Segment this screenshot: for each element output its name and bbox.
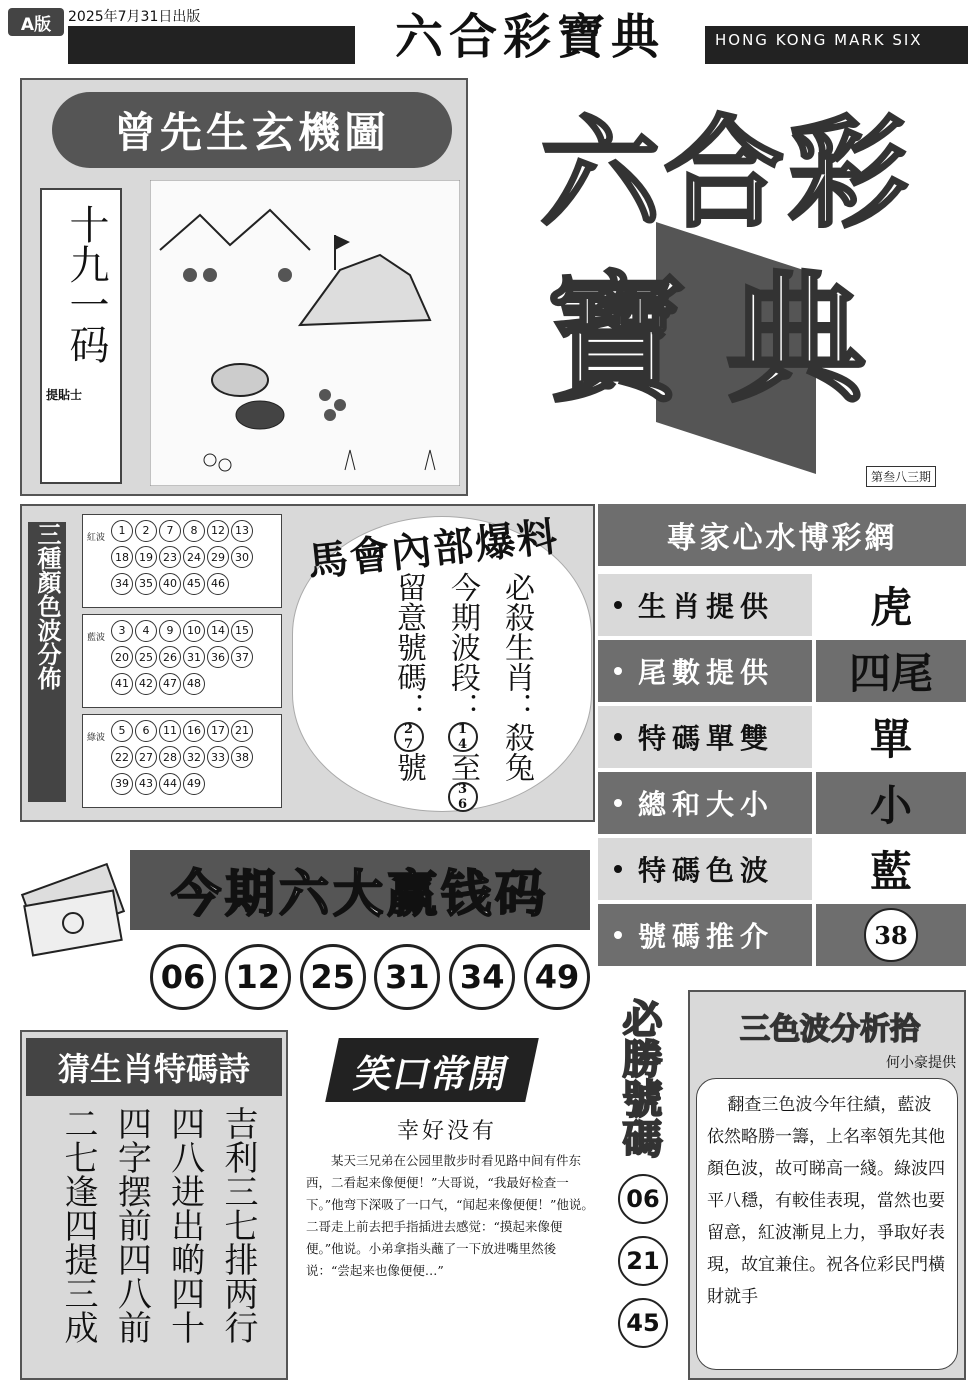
wave-number-ball: 49 — [183, 773, 205, 795]
bullet-icon — [614, 667, 622, 675]
wave-number-ball: 9 — [159, 620, 181, 642]
wave-number-ball: 26 — [159, 646, 181, 668]
must-win-panel — [604, 990, 684, 1380]
expert-row-label: 尾數提供 — [598, 640, 812, 702]
fruit-icon — [319, 389, 331, 401]
tree-icon — [278, 268, 292, 282]
color-wave-panel — [20, 504, 595, 822]
wave-number-ball: 35 — [135, 573, 157, 595]
wave-number-ball: 2 — [135, 520, 157, 542]
expert-row — [598, 706, 966, 768]
bullet-icon — [614, 931, 622, 939]
wave-number-ball: 39 — [111, 773, 133, 795]
wave-number-ball: 38 — [231, 746, 253, 768]
wave-number-ball: 10 — [183, 620, 205, 642]
wave-number-ball: 17 — [207, 720, 229, 742]
win-title: 今期六大赢钱码 — [171, 864, 549, 923]
logo-area — [486, 78, 962, 488]
wave-number-ball: 4 — [135, 620, 157, 642]
expert-row-value: 四尾 — [816, 640, 966, 702]
expert-panel — [598, 504, 966, 966]
expert-row — [598, 574, 966, 636]
zodiac-poem-panel — [20, 1030, 288, 1380]
win-number-ball: 31 — [374, 944, 440, 1010]
win-title-band — [130, 850, 590, 930]
win-number-ball: 34 — [449, 944, 515, 1010]
wave-number-ball: 36 — [207, 646, 229, 668]
wave-number-ball: 7 — [159, 520, 181, 542]
joke-body: 某天三兄弟在公园里散步时看见路中间有件东西，二看起来像便便！”大哥说，“我最好检查一下。”他弯下深吸了一口气，“闻起来像便便！”他说。二哥走上前去把手指插进去感觉：“摸起来像便便。”他说。小弟拿指头蘸了一下放进嘴里然後说：“尝起来也像便便…” — [306, 1153, 594, 1278]
poem-line: 二七逢四提三成 — [58, 1106, 98, 1344]
wave-number-ball: 46 — [207, 573, 229, 595]
analysis-title: 三色波分析拾 — [740, 1012, 920, 1047]
expert-row — [598, 838, 966, 900]
win-numbers-row — [150, 944, 590, 1004]
inside-col-1 — [494, 572, 538, 782]
expert-row-value: 虎 — [816, 574, 966, 636]
wave-number-ball: 11 — [159, 720, 181, 742]
bullet-icon — [614, 865, 622, 873]
wave-number-ball: 48 — [183, 673, 205, 695]
mystery-title-pill — [52, 92, 452, 168]
wave-number-ball: 1 — [111, 520, 133, 542]
expert-row-label: 號碼推介 — [598, 904, 812, 966]
inside-info-title: 馬會內部爆料 — [305, 512, 562, 587]
wave-label: 藍波 — [86, 621, 106, 651]
range-start-ball: 14 — [448, 722, 478, 752]
watch-suffix: 號 — [391, 752, 426, 782]
inside-col-3 — [386, 572, 430, 782]
wave-number-ball: 28 — [159, 746, 181, 768]
color-wave-side-title: 三種顏色波分佈 — [28, 522, 66, 802]
scroll-signature: 提貼士 — [46, 388, 83, 402]
analysis-body: 翻查三色波今年往績，藍波依然略勝一籌，上名率領先其他顏色波，故可睇高一綫。綠波四平八穩，有較佳表現，當然也要留意，紅波漸見上力，爭取好表現，故宜兼住。祝各位彩民門橫財就手 — [707, 1095, 945, 1307]
win-number-ball: 25 — [300, 944, 366, 1010]
expert-row — [598, 904, 966, 966]
rat-icon — [212, 364, 268, 396]
wave-group-green — [82, 714, 282, 808]
must-win-title: 必勝號碼 — [616, 998, 663, 1158]
watch-label: 留意號碼： — [391, 572, 426, 722]
tree-icon — [203, 268, 217, 282]
joke-banner — [325, 1038, 539, 1102]
joke-panel — [292, 1030, 602, 1380]
zodiac-title-band — [26, 1038, 282, 1096]
wave-number-ball: 24 — [183, 546, 205, 568]
publish-date: 2025年7月31日出版 — [68, 9, 201, 25]
wave-number-ball: 15 — [231, 620, 253, 642]
wave-number-ball: 8 — [183, 520, 205, 542]
wave-number-ball: 29 — [207, 546, 229, 568]
joke-banner-text: 笑口常開 — [350, 1050, 513, 1096]
wave-number-ball: 43 — [135, 773, 157, 795]
mystery-panel — [20, 78, 468, 496]
wave-number-ball: 32 — [183, 746, 205, 768]
must-kill-value: 殺兔 — [499, 722, 534, 782]
wave-number-ball: 5 — [111, 720, 133, 742]
expert-row-label: 特碼單雙 — [598, 706, 812, 768]
bullet-icon — [614, 799, 622, 807]
wave-number-ball: 42 — [135, 673, 157, 695]
inside-col-2 — [440, 572, 484, 812]
wave-number-ball: 47 — [159, 673, 181, 695]
win-number-ball: 49 — [524, 944, 590, 1010]
wave-number-ball: 19 — [135, 546, 157, 568]
wave-number-ball: 13 — [231, 520, 253, 542]
range-mid: 至 — [445, 752, 480, 782]
wave-number-ball: 25 — [135, 646, 157, 668]
must-win-ball: 45 — [618, 1298, 668, 1348]
must-win-ball: 06 — [618, 1174, 668, 1224]
analysis-body-box — [696, 1078, 958, 1370]
wave-number-ball: 6 — [135, 720, 157, 742]
bullet-icon — [614, 733, 622, 741]
wave-number-ball: 23 — [159, 546, 181, 568]
mystery-drawing — [150, 180, 460, 486]
wave-range-label: 今期波段： — [445, 572, 480, 722]
wave-number-ball: 12 — [207, 520, 229, 542]
issue-label: 第叁八三期 — [866, 466, 936, 487]
expert-row-label: 生肖提供 — [598, 574, 812, 636]
tree-icon — [183, 268, 197, 282]
expert-title-band — [598, 504, 966, 566]
logo-line1: 六合彩 — [540, 103, 912, 244]
joke-title: 幸好没有 — [396, 1119, 497, 1144]
expert-row-value: 藍 — [816, 838, 966, 900]
wave-number-ball: 16 — [183, 720, 205, 742]
must-kill-label: 必殺生肖： — [499, 572, 534, 722]
win-number-ball: 12 — [225, 944, 291, 1010]
zodiac-title: 猜生肖特碼詩 — [57, 1050, 250, 1088]
wave-number-ball: 27 — [135, 746, 157, 768]
wave-number-ball: 14 — [207, 620, 229, 642]
wave-number-ball: 37 — [231, 646, 253, 668]
mystery-title: 曾先生玄機圖 — [113, 108, 390, 157]
wave-number-ball: 18 — [111, 546, 133, 568]
wave-label: 紅波 — [86, 521, 106, 551]
watch-ball: 27 — [394, 722, 424, 752]
poem-line: 四字摆前四八前 — [111, 1106, 152, 1344]
poem-line: 四八进出啲四十 — [164, 1106, 205, 1344]
wave-number-ball: 21 — [231, 720, 253, 742]
edition-badge: A版 — [8, 8, 64, 36]
page-title: 六合彩寶典 — [355, 6, 705, 68]
win-number-ball: 06 — [150, 944, 216, 1010]
wave-label: 綠波 — [86, 721, 106, 751]
wave-number-ball: 33 — [207, 746, 229, 768]
expert-row-value: 單 — [816, 706, 966, 768]
analysis-panel — [688, 990, 966, 1380]
poem-line: 吉利三七排两行 — [217, 1106, 258, 1344]
fruit-icon — [334, 399, 346, 411]
wave-number-ball: 34 — [111, 573, 133, 595]
recommend-ball: 38 — [864, 908, 918, 962]
wave-number-ball: 41 — [111, 673, 133, 695]
expert-row-value: 小 — [816, 772, 966, 834]
fruit-icon — [324, 409, 336, 421]
money-icon — [18, 848, 128, 968]
wave-group-blue — [82, 614, 282, 708]
scroll-text: 十九一码 — [63, 204, 109, 364]
expert-row — [598, 640, 966, 702]
scroll — [40, 188, 122, 484]
poem-columns — [58, 1106, 258, 1376]
wave-number-ball: 30 — [231, 546, 253, 568]
expert-row-label: 總和大小 — [598, 772, 812, 834]
wave-number-ball: 20 — [111, 646, 133, 668]
bullet-icon — [614, 601, 622, 609]
wave-number-ball: 44 — [159, 773, 181, 795]
analysis-provider: 何小豪提供 — [886, 1055, 956, 1071]
ball-icon — [236, 401, 284, 429]
wave-number-ball: 45 — [183, 573, 205, 595]
wave-number-ball: 40 — [159, 573, 181, 595]
wave-number-ball: 22 — [111, 746, 133, 768]
expert-row — [598, 772, 966, 834]
expert-title: 專家心水博彩網 — [666, 521, 898, 556]
wave-number-ball: 3 — [111, 620, 133, 642]
wave-number-ball: 31 — [183, 646, 205, 668]
expert-row-value — [816, 904, 966, 966]
range-end-ball: 36 — [448, 782, 478, 812]
must-win-ball: 21 — [618, 1236, 668, 1286]
expert-row-label: 特碼色波 — [598, 838, 812, 900]
header-subtitle: HONG KONG MARK SIX — [715, 31, 923, 49]
logo-line2: 寶典 — [545, 258, 906, 422]
wave-group-red — [82, 514, 282, 608]
